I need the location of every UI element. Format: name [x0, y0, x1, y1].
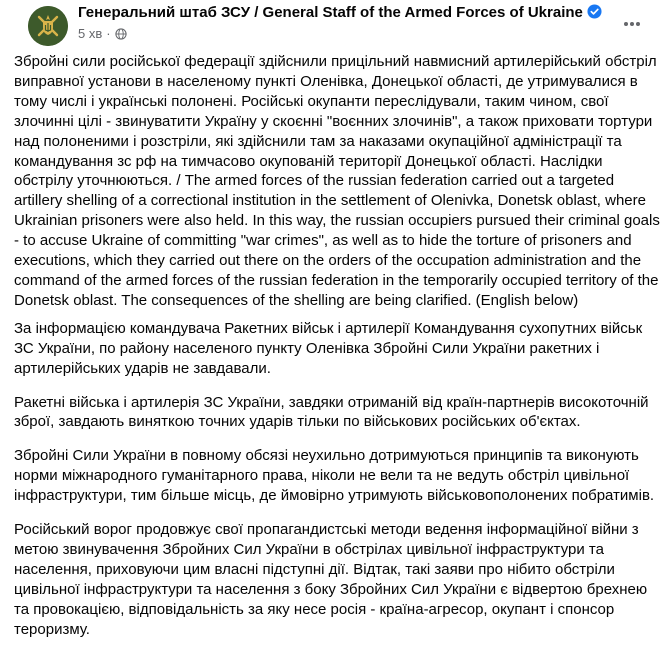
post-meta: [78, 26, 127, 43]
post-paragraph: Збройні Сили України в повному обсязі неухильно дотримуються принципів та виконують норми міжнародного гуманітарного права, ніколи не вели та не ведуть обстріл цивільної інфраструктури, тим більше місць, де ймовірно утримують військовополонених побратимів.: [14, 447, 655, 505]
verified-badge-icon: [587, 4, 602, 23]
post-paragraph: За інформацією командувача Ракетних військ і артилерії Командування сухопутних військ ЗС України, по району населеного пункту Оленівка Збройні Сили України ракетних і артилерійських ударів не завдавали.: [14, 319, 643, 377]
post-paragraph: Збройні сили російської федерації здійснили прицільний навмисний артилерійський обстріл виправної установи в населеному пункті Оленівка, Донецької області, де утримувалися в тому числі і українські полонені. Російські окупанти переслідували, таким чином, свої злочинні цілі - звинуватити Україну у скоєнні "воєнних злочинів", а також приховати тортури над полоненими і розстріли, які здійснили там за наказами окупаційної адміністрації та командування зс рф на тимчасово окупованій території Донецької області. Наслідки обстрілу уточнюються. / The armed forces of the russian federation carried out a targeted artillery shelling of a correctional institution in the settlement of Olenivka, Donetsk oblast, where Ukrainian prisoners were also held. In this way, the russian occupiers pursued their criminal goals - to accuse Ukraine of committing "war crimes", as well as to hide the torture of prisoners and executions, which they carried out there on the orders of the occupation administration and the command of the armed forces of the russian federation in the temporarily occupied territory of the Donetsk oblast. The consequences of the shelling are being clarified. (English below): [14, 53, 660, 309]
post-timestamp[interactable]: 5 хв: [78, 26, 103, 41]
more-options-button[interactable]: [614, 6, 650, 42]
globe-icon[interactable]: [115, 28, 127, 43]
page-name-text: Генеральний штаб ЗСУ / General Staff of the Armed Forces of Ukraine: [78, 4, 583, 21]
post-paragraph: Ракетні війська і артилерія ЗС України, завдяки отриманій від країн-партнерів високоточній зброї, завдають виняткою точних ударів тільки по військових російських об'єктах.: [14, 393, 649, 431]
page-avatar[interactable]: [28, 6, 68, 46]
post-header: [14, 0, 658, 50]
page-name[interactable]: [78, 4, 602, 23]
post-text: [14, 52, 660, 653]
post-paragraph: Російський ворог продовжує свої пропагандистські методи ведення інформаційної війни з метою звинувачення Збройних Сил України в обстрілах цивільної інфраструктури та населення, приховуючи цим власні підступні дії. Відтак, такі заяви про нібито обстріли цивільної інфраструктури та населення з боку Збройних Сил України є відвертою брехнею та провокацією, відповідальність за яку несе росія - країна-агресор, окупант і спонсор тероризму.: [14, 521, 648, 638]
coat-of-arms-emblem-icon: [28, 6, 68, 46]
meta-separator: ·: [106, 26, 111, 41]
more-options-icon: [622, 14, 642, 34]
